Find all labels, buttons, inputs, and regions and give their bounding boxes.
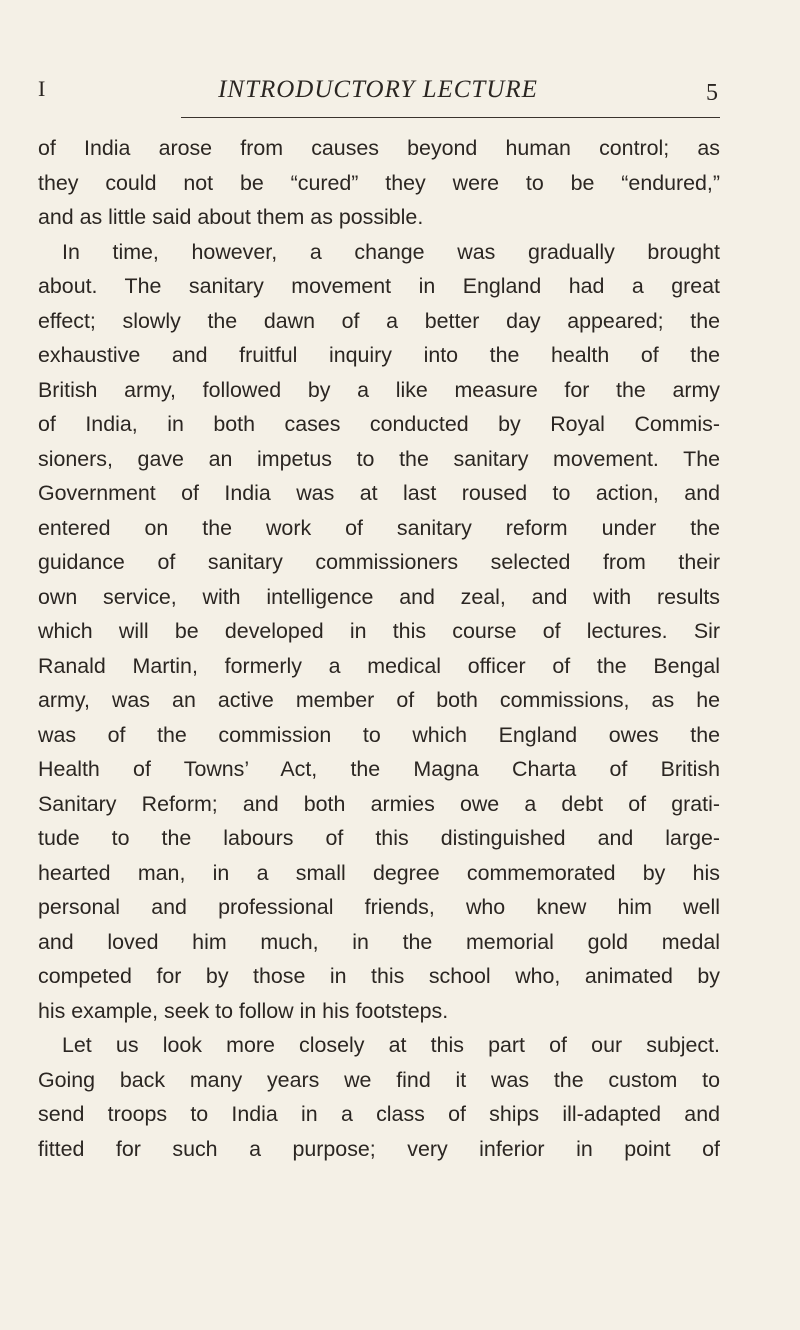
page-number: 5	[706, 80, 718, 106]
text-line: and as little said about them as possible.	[38, 205, 424, 229]
text-line: exhaustive and fruitful inquiry into the health of the	[38, 343, 720, 367]
text-line: Let us look more closely at this part of our subject.	[62, 1033, 720, 1057]
text-line: of India arose from causes beyond human control; as	[38, 136, 720, 160]
text-line: guidance of sanitary commissioners selected from their	[38, 550, 720, 574]
text-line: and loved him much, in the memorial gold medal	[38, 929, 720, 954]
running-title: INTRODUCTORY LECTURE	[218, 76, 538, 103]
text-line: they could not be “cured” they were to be “endured,”	[38, 170, 720, 195]
text-line: In time, however, a change was gradually brought	[62, 239, 720, 264]
text-line: Sanitary Reform; and both armies owe a debt of grati-	[38, 791, 720, 816]
text-line: of India, in both cases conducted by Royal Commis-	[38, 412, 720, 436]
text-line: army, was an active member of both commissions, as he	[38, 688, 720, 712]
text-line: which will be developed in this course of lectures. Sir	[38, 619, 720, 643]
header-rule	[181, 117, 720, 118]
text-line: fitted for such a purpose; very inferior in point of	[38, 1136, 720, 1161]
text-line: personal and professional friends, who knew him well	[38, 895, 720, 919]
text-line: entered on the work of sanitary reform under the	[38, 515, 720, 540]
text-line: hearted man, in a small degree commemorated by his	[38, 860, 720, 885]
text-line: own service, with intelligence and zeal, and with results	[38, 584, 720, 609]
text-line: British army, followed by a like measure for the army	[38, 377, 720, 402]
text-line: Ranald Martin, formerly a medical officer of the Bengal	[38, 653, 720, 678]
text-line: about. The sanitary movement in England had a great	[38, 274, 720, 298]
text-line: Going back many years we find it was the custom to	[38, 1067, 720, 1092]
text-line: send troops to India in a class of ships ill-adapted and	[38, 1102, 720, 1126]
text-line: Health of Towns’ Act, the Magna Charta of British	[38, 757, 720, 781]
text-line: sioners, gave an impetus to the sanitary movement. The	[38, 446, 720, 471]
text-line: was of the commission to which England owes the	[38, 722, 720, 747]
running-head	[38, 76, 718, 112]
text-line: competed for by those in this school who, animated by	[38, 964, 720, 988]
text-line: effect; slowly the dawn of a better day appeared; the	[38, 308, 720, 333]
chapter-number: I	[38, 76, 46, 101]
text-line: Government of India was at last roused to action, and	[38, 481, 720, 505]
body-text	[38, 131, 720, 1166]
text-line: his example, seek to follow in his footsteps.	[38, 998, 449, 1023]
text-line: tude to the labours of this distinguished and large-	[38, 826, 720, 850]
